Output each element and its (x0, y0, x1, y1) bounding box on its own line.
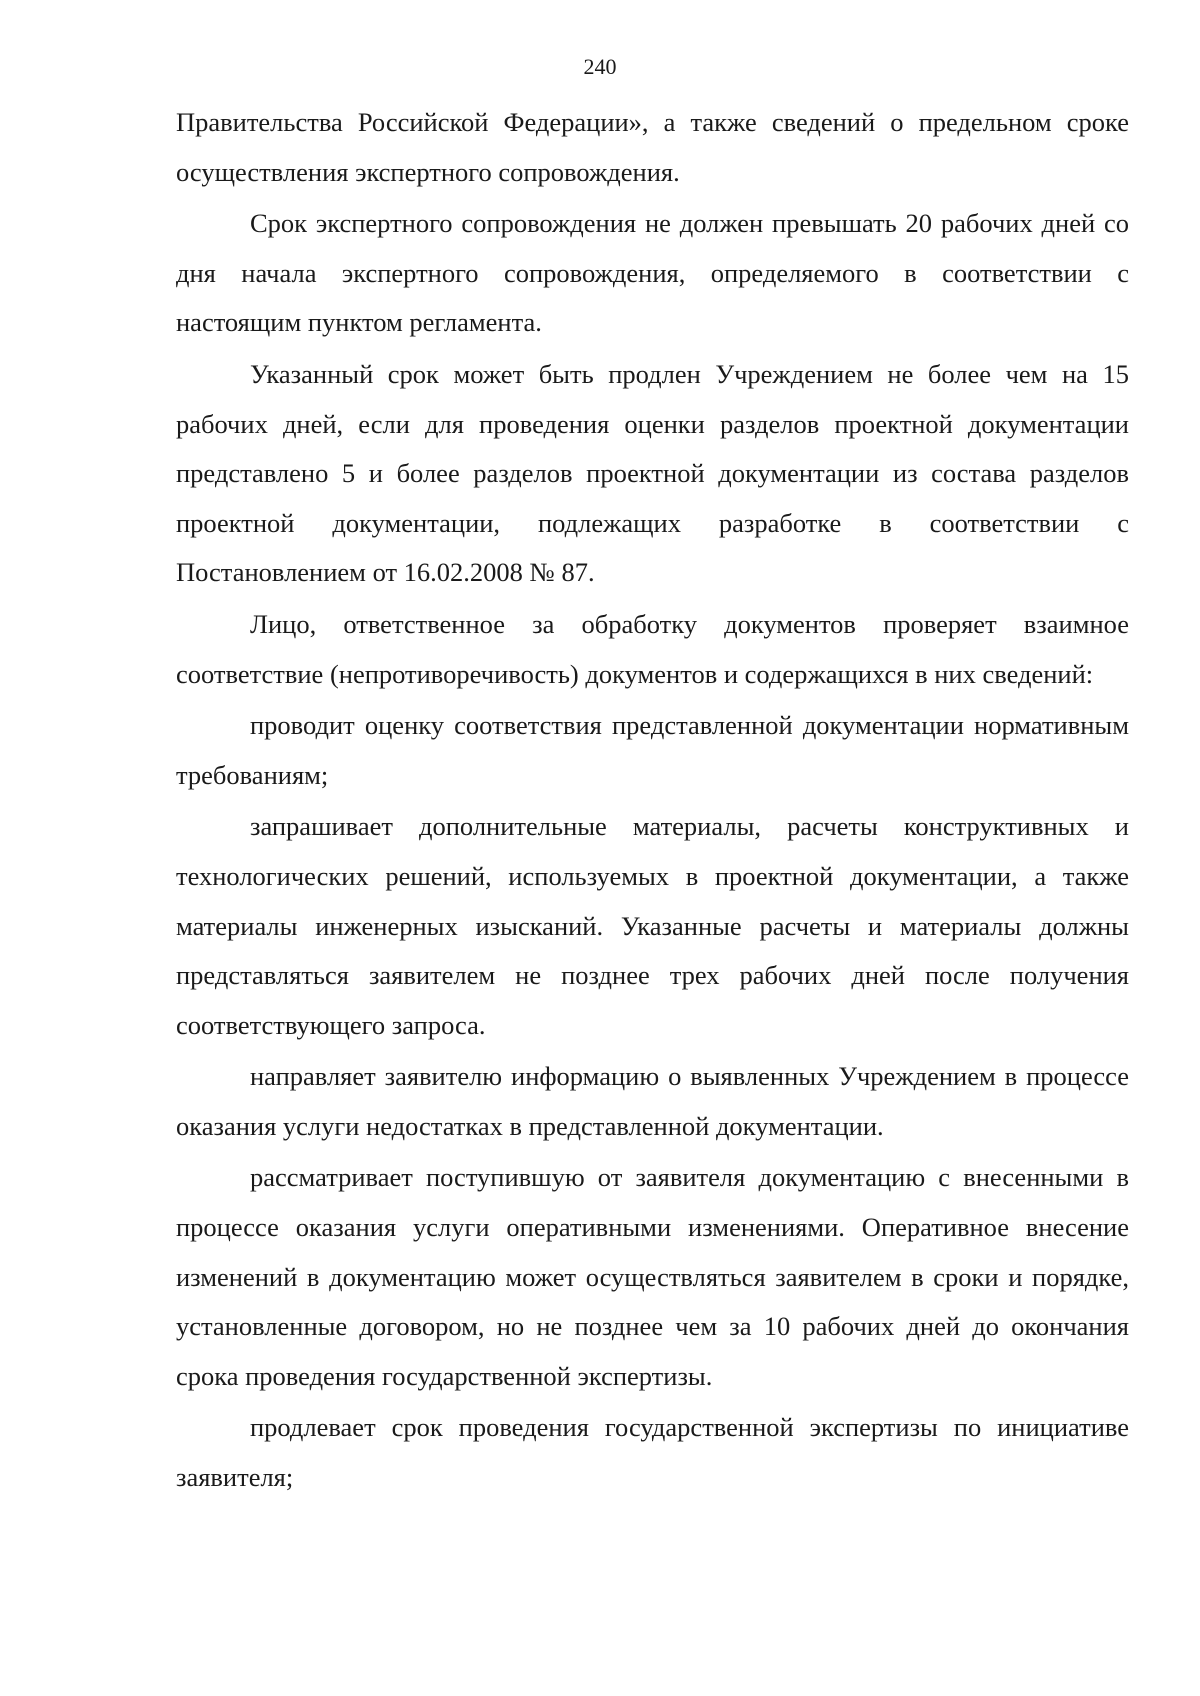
paragraph: рассматривает поступившую от заявителя документацию с внесенными в процессе оказания услуги оперативными изменениями. Оперативное внесение изменений в документацию может осуществляться заявителем в сроки и порядке, установленные договором, но не позднее чем за 10 рабочих дней до окончания срока проведения государственной экспертизы. (176, 1162, 1129, 1391)
paragraph: Лицо, ответственное за обработку документов проверяет взаимное соответствие (непротиворечивость) документов и содержащихся в них сведений: (176, 608, 1129, 689)
paragraph: Срок экспертного сопровождения не должен превышать 20 рабочих дней со дня начала экспертного сопровождения, определяемого в соответствии с настоящим пунктом регламента. (176, 208, 1129, 338)
paragraph: Указанный срок может быть продлен Учреждением не более чем на 15 рабочих дней, если для проведения оценки разделов проектной документации представлено 5 и более разделов проектной документации из состава разделов проектной документации, подлежащих разработке в соответствии с Постановлением от 16.02.2008 № 87. (176, 358, 1129, 588)
paragraph: запрашивает дополнительные материалы, расчеты конструктивных и технологических решений, используемых в проектной документации, а также материалы инженерных изысканий. Указанные расчеты и материалы должны представляться заявителем не позднее трех рабочих дней после получения соответствующего запроса. (176, 811, 1129, 1040)
paragraph: продлевает срок проведения государственной экспертизы по инициативе заявителя; (176, 1412, 1129, 1493)
paragraph: направляет заявителю информацию о выявленных Учреждением в процессе оказания услуги недостатках в представленной документации. (176, 1061, 1129, 1141)
page-number: 240 (583, 54, 617, 79)
paragraph: проводит оценку соответствия представленной документации нормативным требованиям; (176, 710, 1129, 790)
paragraph: Правительства Российской Федерации», а также сведений о предельном сроке осуществления экспертного сопровождения. (176, 107, 1129, 187)
document-body (176, 98, 1129, 1503)
